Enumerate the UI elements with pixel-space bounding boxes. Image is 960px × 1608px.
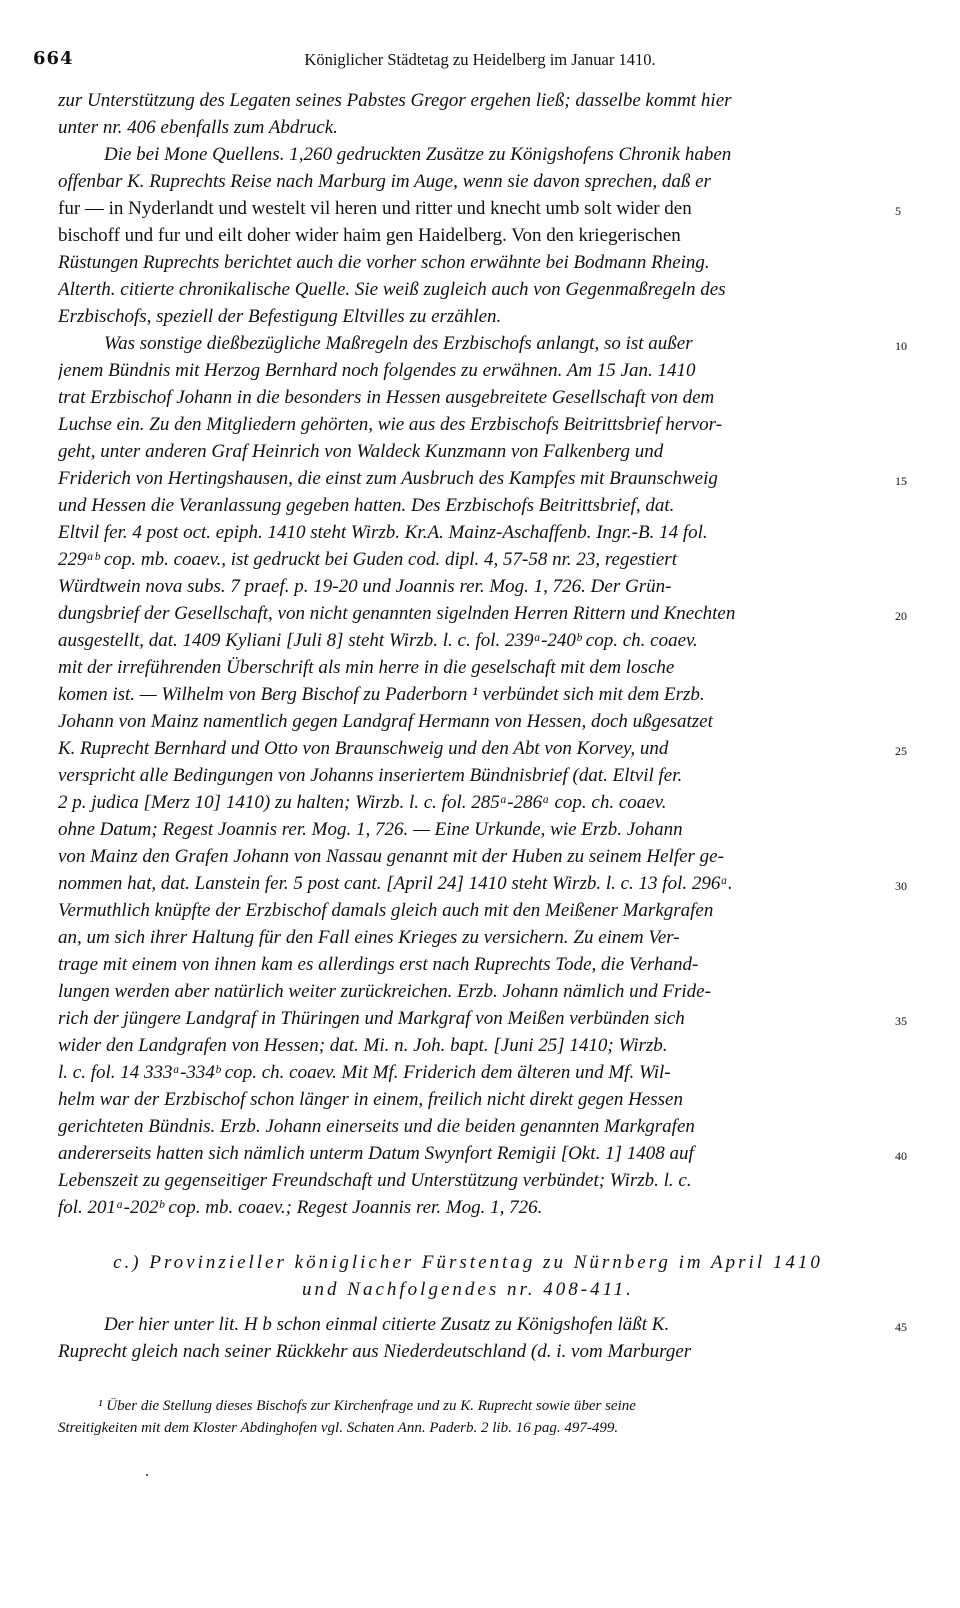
body-line: offenbar K. Ruprechts Reise nach Marburg im Auge, wenn sie davon sprechen, daß er (58, 171, 711, 192)
body-line: andererseits hatten sich nämlich unterm Datum Swynfort Remigii [Okt. 1] 1408 auf (58, 1143, 694, 1164)
body-line: unter nr. 406 ebenfalls zum Abdruck. (58, 117, 338, 138)
body-line: mit der irreführenden Überschrift als min herre in die geselschaft mit dem losche (58, 657, 675, 678)
body-line: Vermuthlich knüpfte der Erzbischof damals gleich auch mit den Meißener Markgrafen (58, 900, 714, 921)
body-line: jenem Bündnis mit Herzog Bernhard noch folgendes zu erwähnen. Am 15 Jan. 1410 (58, 360, 696, 381)
footnote-line-2: Streitigkeiten mit dem Kloster Abdinghofen vgl. Schaten Ann. Paderb. 2 lib. 16 pag. 497-499. (58, 1420, 619, 1436)
page-header (0, 48, 960, 74)
section-body-line: Ruprecht gleich nach seiner Rückkehr aus Niederdeutschland (d. i. vom Marburger (58, 1341, 692, 1362)
body-line: gerichteten Bündnis. Erzb. Johann einerseits und die beiden genannten Markgrafen (58, 1116, 695, 1137)
body-line: von Mainz den Grafen Johann von Nassau genannt mit der Huben zu seinem Helfer ge- (58, 846, 724, 867)
margin-line-number: 25 (895, 744, 907, 758)
body-line: Würdtwein nova subs. 7 praef. p. 19-20 und Joannis rer. Mog. 1, 726. Der Grün- (58, 576, 672, 597)
page-number: 664 (33, 48, 74, 69)
body-line: ausgestellt, dat. 1409 Kyliani [Juli 8] steht Wirzb. l. c. fol. 239ᵃ-240ᵇ cop. ch. coaev. (58, 630, 698, 651)
body-line: 2 p. judica [Merz 10] 1410) zu halten; Wirzb. l. c. fol. 285ᵃ-286ᵃ cop. ch. coaev. (58, 792, 667, 813)
body-line: fur — in Nyderlandt und westelt vil heren und ritter und knecht umb solt wider den (58, 198, 692, 219)
margin-line-number: 35 (895, 1014, 907, 1028)
body-line: Alterth. citierte chronikalische Quelle. Sie weiß zugleich auch von Gegenmaßregeln des (58, 279, 726, 300)
margin-line-number: 45 (895, 1320, 907, 1334)
body-line: wider den Landgrafen von Hessen; dat. Mi. n. Joh. bapt. [Juni 25] 1410; Wirzb. (58, 1035, 668, 1056)
body-line: dungsbrief der Gesellschaft, von nicht genannten sigelnden Herren Rittern und Knechten (58, 603, 736, 624)
body-line: helm war der Erzbischof schon länger in einem, freilich nicht direkt gegen Hessen (58, 1089, 683, 1110)
section-title-line-2: und Nachfolgendes nr. 408-411. (302, 1279, 634, 1300)
margin-line-number: 30 (895, 879, 907, 893)
body-line: trat Erzbischof Johann in die besonders in Hessen ausgebreitete Gesellschaft von dem (58, 387, 715, 408)
body-line: Eltvil fer. 4 post oct. epiph. 1410 steht Wirzb. Kr.A. Mainz-Aschaffenb. Ingr.-B. 14 fol. (58, 522, 708, 543)
body-line: 229ᵃᵇ cop. mb. coaev., ist gedruckt bei Guden cod. dipl. 4, 57-58 nr. 23, regestiert (58, 549, 677, 570)
margin-line-number: 40 (895, 1149, 907, 1163)
margin-line-number: 10 (895, 339, 907, 353)
body-line: nommen hat, dat. Lanstein fer. 5 post cant. [April 24] 1410 steht Wirzb. l. c. 13 fol. 296ᵃ. (58, 873, 733, 894)
body-line: Friderich von Hertingshausen, die einst zum Ausbruch des Kampfes mit Braunschweig (58, 468, 718, 489)
margin-line-number: 5 (895, 204, 901, 218)
section-title-line-1: c.) Provinzieller königlicher Fürstentag zu Nürnberg im April 1410 (113, 1252, 823, 1273)
body-line: geht, unter anderen Graf Heinrich von Waldeck Kunzmann von Falkenberg und (58, 441, 664, 462)
body-line: trage mit einem von ihnen kam es allerdings erst nach Ruprechts Tode, die Verhand- (58, 954, 699, 975)
body-line: und Hessen die Veranlassung gegeben hatten. Des Erzbischofs Beitrittsbrief, dat. (58, 495, 675, 516)
body-line: bischoff und fur und eilt doher wider haim gen Haidelberg. Von den kriegerischen (58, 225, 681, 246)
body-line: fol. 201ᵃ-202ᵇ cop. mb. coaev.; Regest Joannis rer. Mog. 1, 726. (58, 1197, 543, 1218)
body-line: Luchse ein. Zu den Mitgliedern gehörten, wie aus des Erzbischofs Beitrittsbrief hervor- (58, 414, 723, 435)
margin-line-number: 15 (895, 474, 907, 488)
body-line: K. Ruprecht Bernhard und Otto von Braunschweig und den Abt von Korvey, und (58, 738, 669, 759)
body-line: zur Unterstützung des Legaten seines Pabstes Gregor ergehen ließ; dasselbe kommt hier (58, 90, 732, 111)
body-line: komen ist. — Wilhelm von Berg Bischof zu Paderborn ¹ verbündet sich mit dem Erzb. (58, 684, 705, 705)
margin-line-number: 20 (895, 609, 907, 623)
body-line: l. c. fol. 14 333ᵃ-334ᵇ cop. ch. coaev. Mit Mf. Friderich dem älteren und Mf. Wil- (58, 1062, 671, 1083)
body-line: lungen werden aber natürlich weiter zurückreichen. Erzb. Johann nämlich und Fride- (58, 981, 711, 1002)
body-line: Rüstungen Ruprechts berichtet auch die vorher schon erwähnte bei Bodmann Rheing. (58, 252, 710, 273)
print-speck (146, 1474, 148, 1476)
body-line: Was sonstige dießbezügliche Maßregeln des Erzbischofs anlangt, so ist außer (104, 333, 693, 354)
body-line: ohne Datum; Regest Joannis rer. Mog. 1, 726. — Eine Urkunde, wie Erzb. Johann (58, 819, 683, 840)
running-head: Königlicher Städtetag zu Heidelberg im Januar 1410. (304, 50, 656, 69)
body-line: Johann von Mainz namentlich gegen Landgraf Hermann von Hessen, doch ußgesatzet (58, 711, 713, 732)
body-line: an, um sich ihrer Haltung für den Fall eines Krieges zu versichern. Zu einem Ver- (58, 927, 680, 948)
body-line: rich der jüngere Landgraf in Thüringen und Markgraf von Meißen verbünden sich (58, 1008, 685, 1029)
body-line: Lebenszeit zu gegenseitiger Freundschaft und Unterstützung verbündet; Wirzb. l. c. (58, 1170, 692, 1191)
footnote-line-1: ¹ Über die Stellung dieses Bischofs zur Kirchenfrage und zu K. Ruprecht sowie über seine (98, 1398, 636, 1414)
body-line: Erzbischofs, speziell der Befestigung Eltvilles zu erzählen. (58, 306, 502, 327)
body-line: verspricht alle Bedingungen von Johanns inseriertem Bündnisbrief (dat. Eltvil fer. (58, 765, 683, 786)
body-line: Die bei Mone Quellens. 1,260 gedruckten Zusätze zu Königshofens Chronik haben (104, 144, 732, 165)
section-body-line: Der hier unter lit. H b schon einmal citierte Zusatz zu Königshofen läßt K. (104, 1314, 670, 1335)
